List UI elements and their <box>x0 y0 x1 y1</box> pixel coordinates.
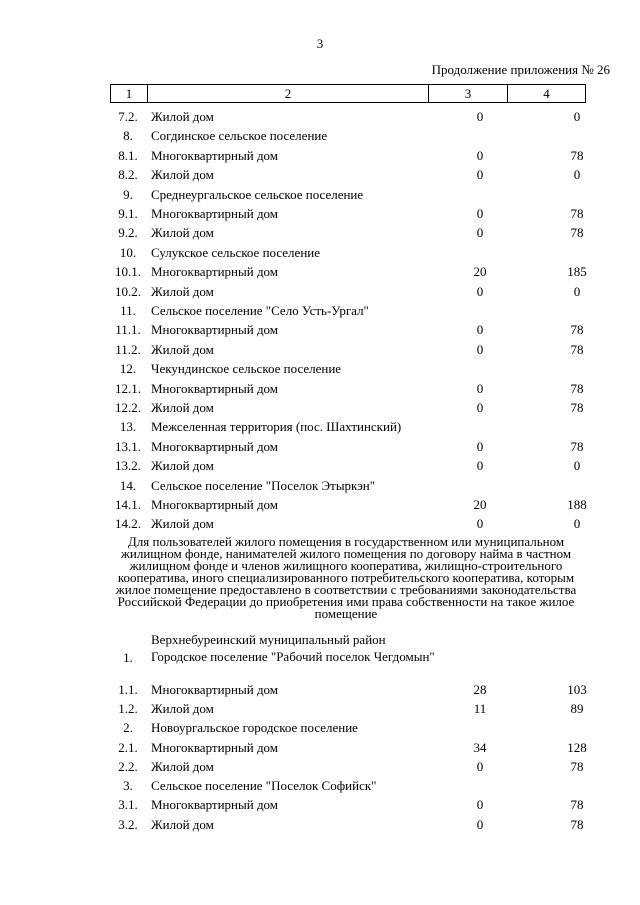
row-name: Многоквартирный дом <box>151 682 279 697</box>
row-name: Жилой дом <box>151 341 214 357</box>
row-number: 14. <box>119 477 137 493</box>
row-value-col3: 0 <box>476 380 484 396</box>
row-value-col4: 0 <box>573 516 581 532</box>
row-number: 2.1. <box>118 740 138 755</box>
row-number: 2. <box>123 720 133 735</box>
row-number: 14.2. <box>115 516 141 532</box>
row-number: 9.1. <box>118 206 138 221</box>
row-name: Многоквартирный дом <box>151 322 279 338</box>
row-value-col4: 78 <box>570 341 584 357</box>
row-number: 8.1. <box>118 147 138 163</box>
row-value-col3: 0 <box>476 322 484 338</box>
row-name: Жилой дом <box>151 400 214 415</box>
row-value-col3: 0 <box>476 458 484 474</box>
row-value-col4: 78 <box>570 817 584 832</box>
row-name: Среднеургальское сельское поселение <box>151 186 364 202</box>
district-heading: Верхнебуреинский муниципальный район <box>151 632 386 647</box>
row-name: Многоквартирный дом <box>151 264 279 280</box>
row-value-col3: 0 <box>476 206 484 221</box>
row-number: 10. <box>119 244 137 260</box>
row-number: 1.1. <box>118 682 138 697</box>
row-value-col4: 185 <box>567 264 587 280</box>
row-value-col3: 28 <box>473 682 487 697</box>
row-number: 12. <box>119 361 137 377</box>
row-name: Жилой дом <box>151 516 214 532</box>
row-value-col4: 0 <box>573 283 581 299</box>
row-name: Новоургальское городское поселение <box>151 720 358 735</box>
row-name: Жилой дом <box>151 701 214 716</box>
row-number: 11. <box>120 303 136 318</box>
row-value-col3: 0 <box>476 167 484 183</box>
row-name: Многоквартирный дом <box>151 380 279 396</box>
row-value-col3: 0 <box>476 225 484 241</box>
row-value-col4: 188 <box>567 497 587 512</box>
row-name: Сельское поселение "Поселок Софийск" <box>151 778 377 793</box>
row-value-col3: 0 <box>476 438 484 454</box>
row-name: Многоквартирный дом <box>151 147 279 163</box>
row-value-col4: 78 <box>570 380 584 396</box>
row-number: 12.1. <box>115 380 141 396</box>
row-name: Жилой дом <box>151 283 214 299</box>
row-value-col3: 0 <box>476 341 484 357</box>
row-value-col4: 0 <box>573 458 581 474</box>
row-number: 8. <box>123 128 133 144</box>
appendix-label: Продолжение приложения № 26 <box>431 62 610 77</box>
row-value-col3: 0 <box>476 283 484 299</box>
row-number: 9.2. <box>118 225 138 241</box>
row-number: 11.1. <box>115 322 141 338</box>
row-value-col4: 103 <box>567 682 587 697</box>
row-value-col3: 11 <box>473 701 487 716</box>
row-number: 2.2. <box>118 759 138 774</box>
row-value-col3: 0 <box>476 759 484 774</box>
row-value-col3: 20 <box>473 264 487 280</box>
row-number: 13.2. <box>115 458 141 474</box>
row-name: Жилой дом <box>151 458 214 474</box>
row-number: 3.2. <box>118 817 138 832</box>
row-name: Сельское поселение "Село Усть-Ургал" <box>151 303 369 318</box>
row-number: 13. <box>119 419 137 435</box>
row-value-col3: 0 <box>476 147 484 163</box>
row-name: Многоквартирный дом <box>151 497 279 512</box>
row-name: Сельское поселение "Поселок Этыркэн" <box>151 477 376 493</box>
row-number: 1.2. <box>118 701 138 716</box>
row-value-col3: 34 <box>473 740 487 755</box>
row-name: Чекундинское сельское поселение <box>151 361 342 377</box>
row-value-col4: 89 <box>570 701 584 716</box>
header-col-1: 1 <box>111 85 148 103</box>
row-value-col4: 78 <box>570 322 584 338</box>
row-number: 10.2. <box>115 283 141 299</box>
row-value-col4: 78 <box>570 147 584 163</box>
row-value-col3: 0 <box>476 400 484 415</box>
page-number: 3 <box>316 36 324 51</box>
section-paragraph: Для пользователей жилого помещения в государственном или муниципальном жилищном фонде, нанимателей жилого помещения по договору найма в частном жилищном фонде и членов жилищного кооператива, жилищно-строительного кооператива, иного специализированного потребительского кооператива, которым жилое помещение предоставлено в соответствии с требованиями законодательства Российской Федерации до приобретения ими права собственности на такое жилое помещение <box>115 534 577 621</box>
row-number: 9. <box>123 186 133 202</box>
row-number: 1. <box>123 650 133 665</box>
row-number: 14.1. <box>115 497 141 512</box>
header-col-3: 3 <box>429 85 508 103</box>
row-name: Многоквартирный дом <box>151 797 279 812</box>
row-name: Межселенная территория (пос. Шахтинский) <box>151 419 402 435</box>
row-name: Жилой дом <box>151 109 214 124</box>
row-value-col3: 0 <box>476 109 484 124</box>
row-name: Многоквартирный дом <box>151 206 279 221</box>
row-value-col4: 78 <box>570 438 584 454</box>
row-value-col4: 78 <box>570 400 584 415</box>
row-value-col3: 0 <box>476 817 484 832</box>
row-value-col4: 78 <box>570 225 584 241</box>
row-value-col4: 0 <box>573 167 581 183</box>
row-name: Многоквартирный дом <box>151 740 279 755</box>
row-name: Жилой дом <box>151 225 214 241</box>
row-value-col4: 0 <box>573 109 581 124</box>
row-value-col3: 0 <box>476 797 484 812</box>
row-name: Жилой дом <box>151 167 214 183</box>
row-value-col4: 78 <box>570 206 584 221</box>
row-name: Жилой дом <box>151 759 214 774</box>
row-value-col3: 20 <box>473 497 487 512</box>
row-value-col3: 0 <box>476 516 484 532</box>
row-value-col4: 128 <box>567 740 587 755</box>
header-col-4: 4 <box>508 85 586 103</box>
row-number: 12.2. <box>115 400 141 415</box>
row-number: 13.1. <box>115 438 141 454</box>
row-number: 7.2. <box>118 109 138 124</box>
row-name: Многоквартирный дом <box>151 438 279 454</box>
table-header <box>110 84 586 103</box>
header-col-2: 2 <box>148 85 429 103</box>
row-value-col4: 78 <box>570 759 584 774</box>
row-number: 3. <box>123 778 133 793</box>
row-number: 3.1. <box>118 797 138 812</box>
row-name: Городское поселение "Рабочий поселок Чегдомын" <box>151 649 435 664</box>
row-name: Согдинское сельское поселение <box>151 128 328 144</box>
row-number: 10.1. <box>115 264 141 280</box>
row-name: Жилой дом <box>151 817 214 832</box>
row-name: Сулукское сельское поселение <box>151 244 320 260</box>
row-number: 11.2. <box>115 341 141 357</box>
row-value-col4: 78 <box>570 797 584 812</box>
row-number: 8.2. <box>118 167 138 183</box>
